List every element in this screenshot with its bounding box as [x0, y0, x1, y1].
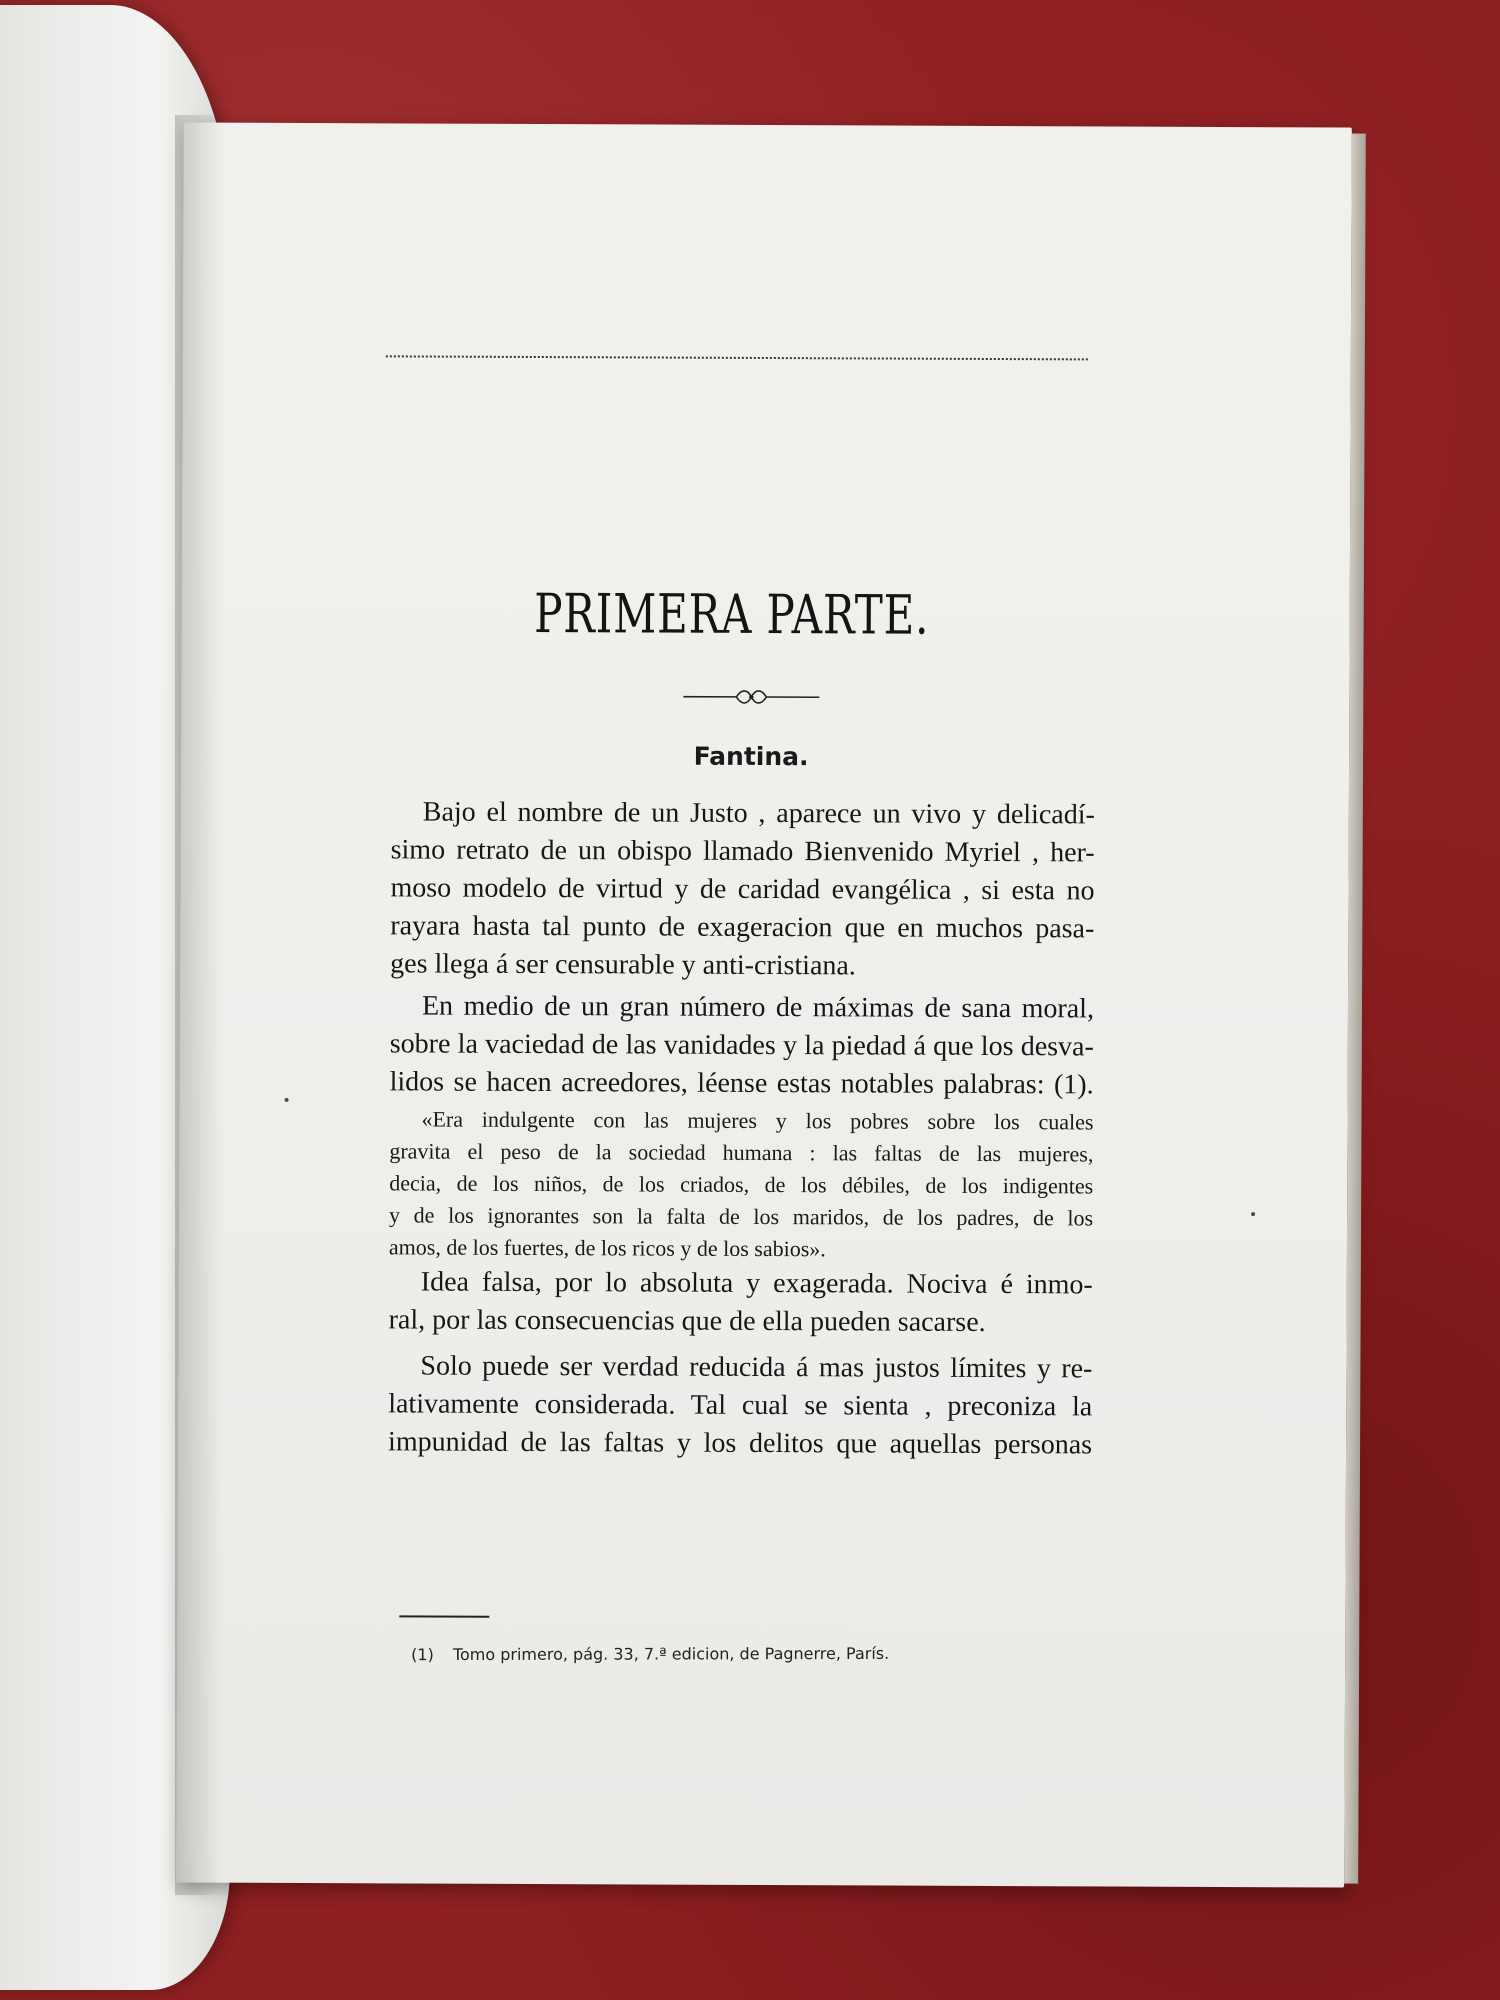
quote-line: gravita el peso de la sociedad humana : las faltas de las mujeres, — [389, 1138, 1094, 1167]
text-line: Idea falsa, por lo absoluta y exagerada. Nociva é inmo- — [420, 1266, 1093, 1301]
text-line: rayara hasta tal punto de exageracion que en muchos pasa- — [390, 910, 1095, 945]
bleed-through — [120, 825, 160, 847]
text-line: En medio de un gran número de máximas de sana moral, — [421, 990, 1095, 1025]
text-line: lativamente considerada. Tal cual se sienta , preconiza la — [388, 1388, 1093, 1423]
paragraph-1 — [390, 793, 1095, 986]
footnote — [411, 1644, 889, 1664]
page-edge — [1344, 134, 1366, 1884]
text-line: moso modelo de virtud y de caridad evangélica , si esta no — [390, 872, 1095, 907]
text-line: Solo puede ser verdad reducida á mas justos límites y re- — [420, 1350, 1093, 1385]
footnote-rule — [399, 1615, 489, 1617]
quote-line: decia, de los niños, de los criados, de los débiles, de los indigentes — [389, 1170, 1094, 1199]
spine-shadow — [175, 115, 223, 1895]
text-line: ges llega á ser censurable y anti-cristiana. — [390, 948, 856, 982]
quote-line: amos, de los fuertes, de los ricos y de los sabios». — [388, 1234, 826, 1262]
paragraph-4 — [388, 1347, 1092, 1464]
text-line: lidos se hacen acreedores, léense estas notables palabras: (1). — [389, 1066, 1094, 1101]
ornament-icon — [681, 685, 821, 710]
paragraph-2 — [390, 987, 1094, 1104]
paragraph-3 — [389, 1263, 1093, 1342]
chapter-subtitle: Fantina. — [693, 741, 809, 772]
text-line: impunidad de las faltas y los delitos que aquellas personas — [388, 1426, 1093, 1461]
paper-speck — [1251, 1212, 1255, 1216]
text-line: ral, por las consecuencias que de ella pueden sacarse. — [388, 1304, 986, 1338]
quote-line: «Era indulgente con las mujeres y los pobres sobre los cuales — [421, 1106, 1094, 1135]
footnote-marker: (1) — [411, 1645, 434, 1665]
block-quote — [389, 1103, 1094, 1266]
text-line: Bajo el nombre de un Justo , aparece un vivo y delicadí- — [422, 796, 1095, 831]
footnote-text: Tomo primero, pág. 33, 7.ª edicion, de Pagnerre, París. — [452, 1643, 890, 1665]
quote-line: y de los ignorantes son la falta de los maridos, de los padres, de los — [389, 1202, 1094, 1231]
part-title: PRIMERA PARTE. — [534, 581, 930, 647]
top-dotted-rule — [386, 355, 1088, 360]
text-line: simo retrato de un obispo llamado Bienvenido Myriel , her- — [390, 834, 1095, 869]
paper-speck — [285, 1098, 289, 1102]
text-line: sobre la vaciedad de las vanidades y la piedad á que los desva- — [389, 1028, 1094, 1063]
right-page — [176, 122, 1352, 1887]
